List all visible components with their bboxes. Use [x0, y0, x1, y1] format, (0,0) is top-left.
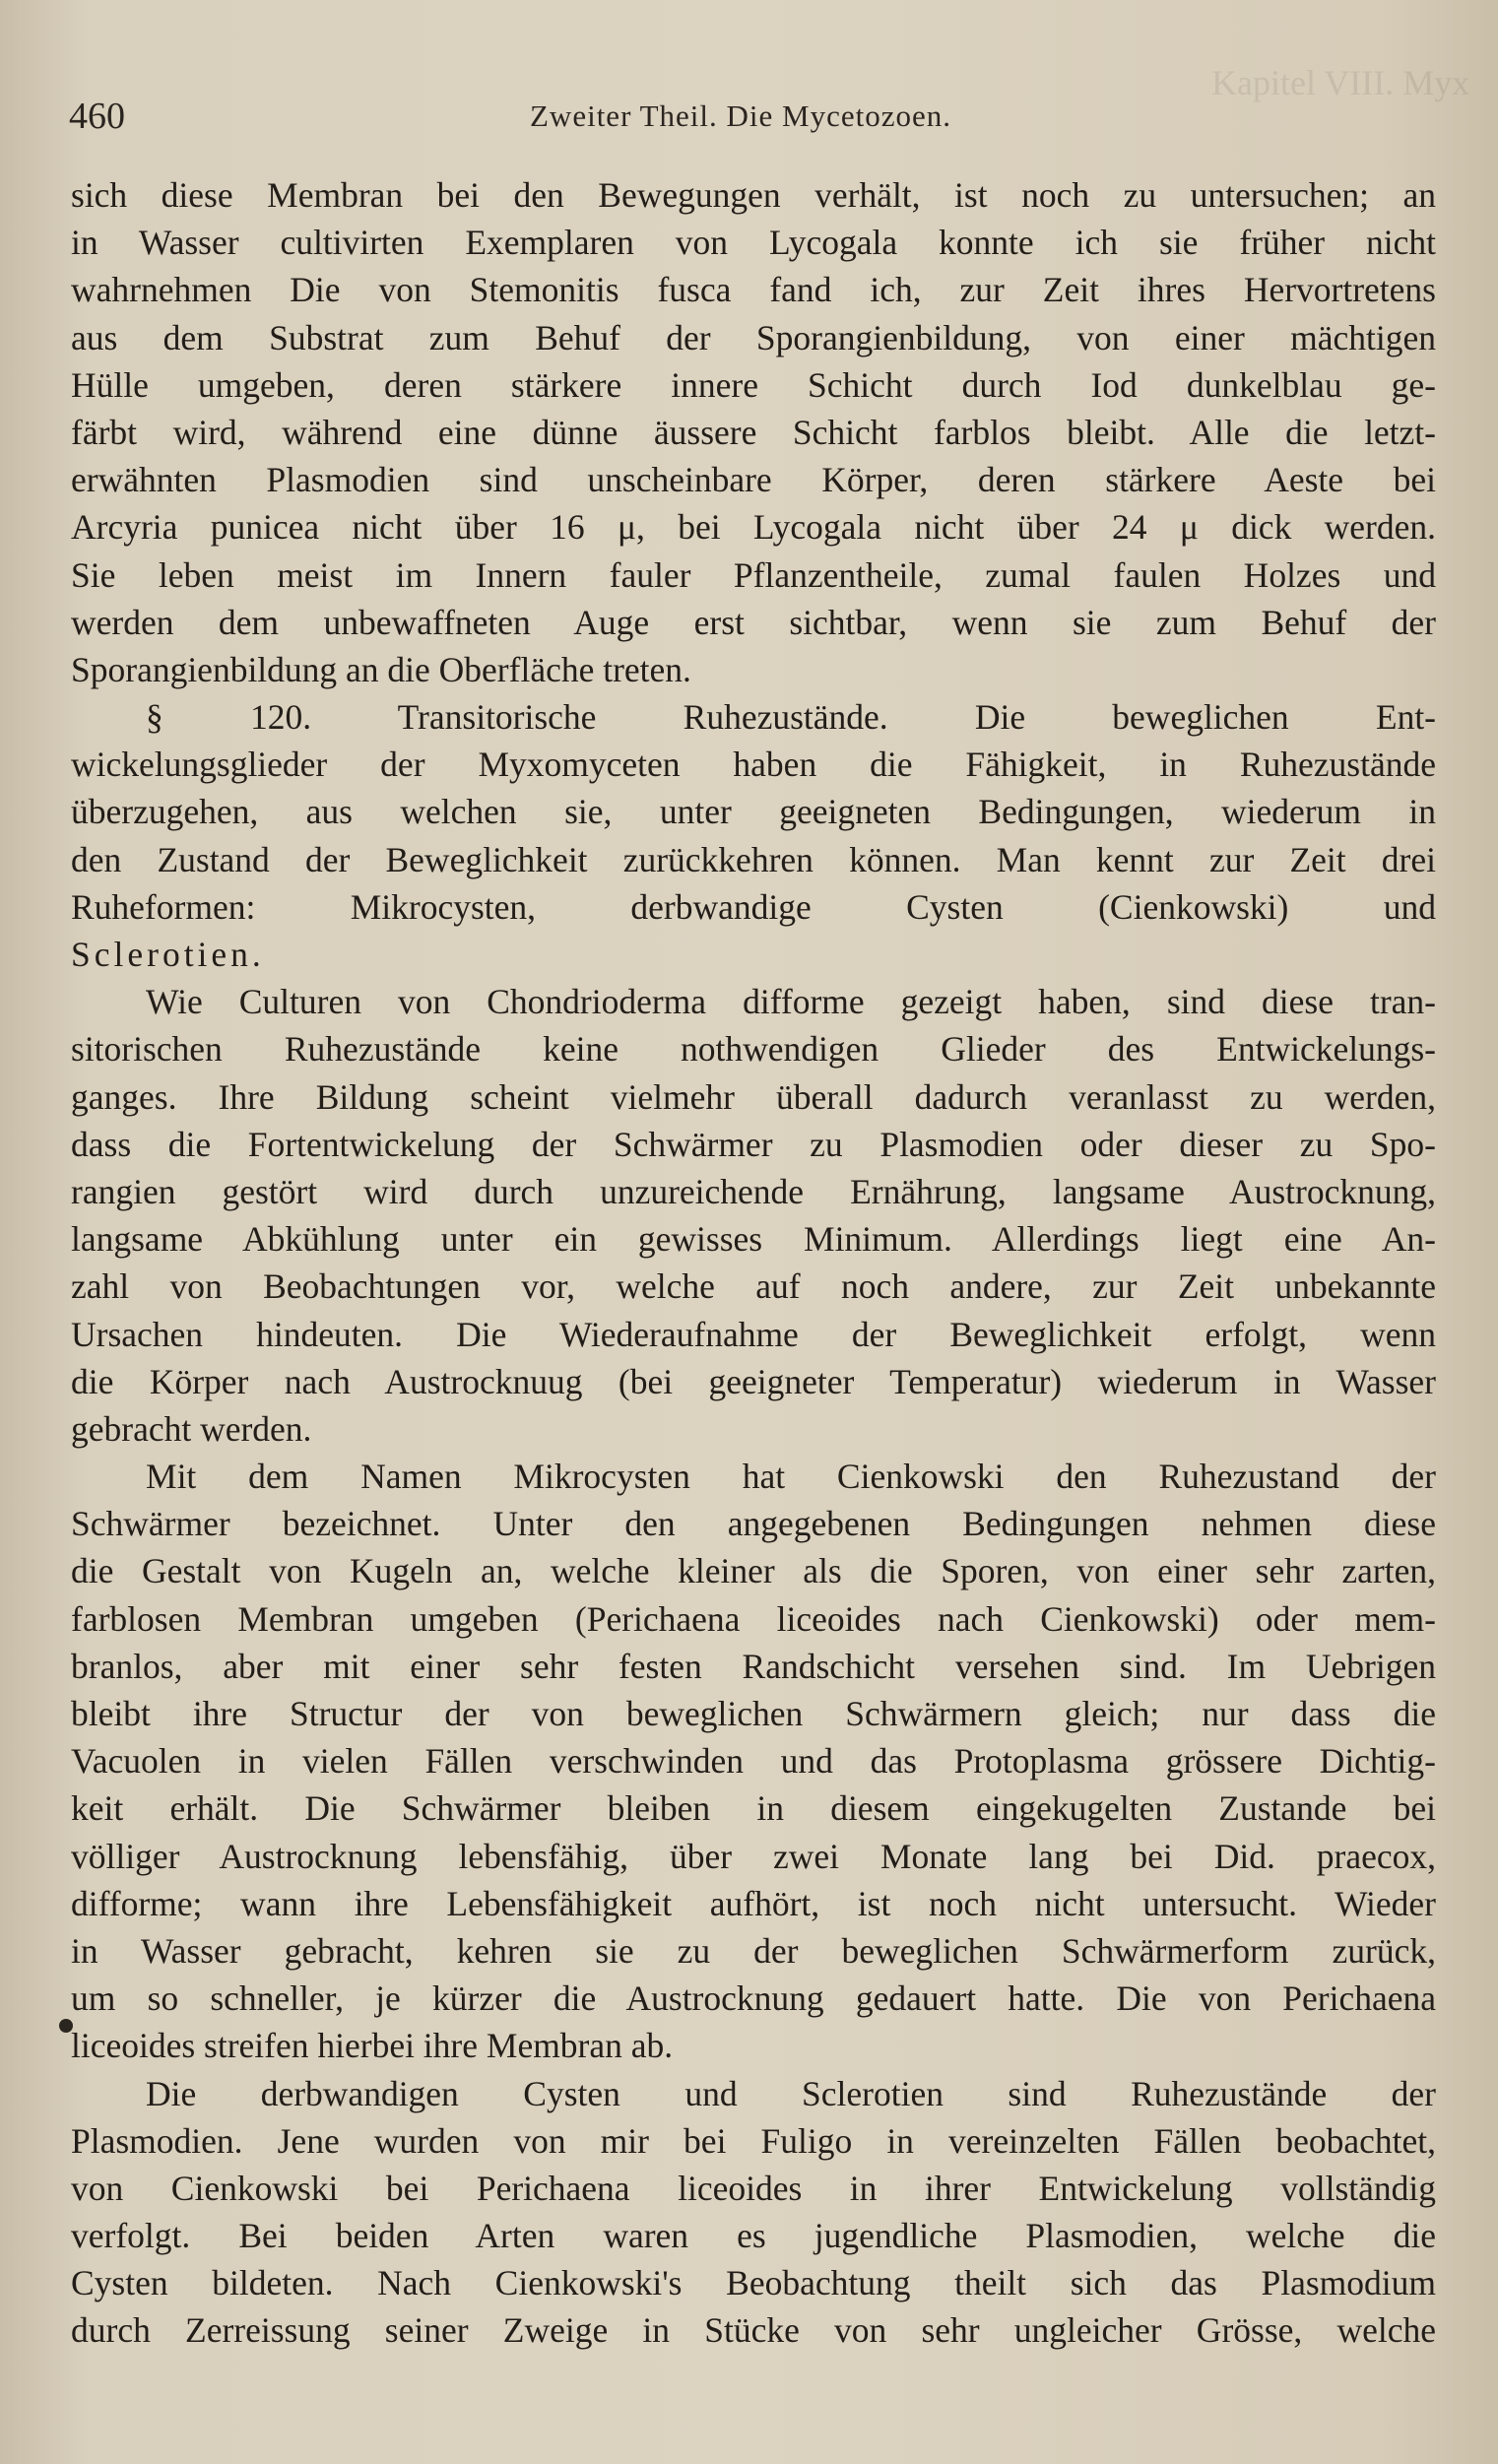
text-line: die Körper nach Austrocknuug (bei geeigneter Temperatur) wiederum in Wasser [71, 1361, 1436, 1401]
bleed-through-text: Kapitel VIII. Myx [1211, 63, 1470, 102]
text-line: um so schneller, je kürzer die Austrocknung gedauert hatte. Die von Perichaena [71, 1978, 1436, 2019]
text-line: Sie leben meist im Innern fauler Pflanzentheile, zumal faulen Holzes und [71, 554, 1436, 595]
text-line: keit erhält. Die Schwärmer bleiben in diesem eingekugelten Zustande bei [71, 1788, 1436, 1829]
text-line: in Wasser gebracht, kehren sie zu der beweglichen Schwärmerform zurück, [71, 1930, 1436, 1971]
text-line: verfolgt. Bei beiden Arten waren es jugendliche Plasmodien, welche die [71, 2216, 1436, 2256]
text-line: liceoides streifen hierbei ihre Membran ab. [71, 2026, 674, 2066]
text-line: Sclerotien. [71, 935, 265, 974]
text-line: Arcyria punicea nicht über 16 μ, bei Lycogala nicht über 24 μ dick werden. [71, 507, 1436, 548]
text-line: Schwärmer bezeichnet. Unter den angegebenen Bedingungen nehmen diese [71, 1504, 1436, 1544]
text-line: Ursachen hindeuten. Die Wiederaufnahme der Beweglichkeit erfolgt, wenn [71, 1314, 1436, 1354]
text-line: Ruheformen: Mikrocysten, derbwandige Cysten (Cienkowski) und [71, 886, 1436, 927]
paragraph-start-line: Mit dem Namen Mikrocysten hat Cienkowski den Ruhezustand der [146, 1457, 1436, 1497]
text-line: wickelungsglieder der Myxomyceten haben die Fähigkeit, in Ruhezustände [71, 745, 1436, 785]
text-line: rangien gestört wird durch unzureichende Ernährung, langsame Austrocknung, [71, 1171, 1436, 1211]
text-line: branlos, aber mit einer sehr festen Randschicht versehen sind. Im Uebrigen [71, 1646, 1436, 1686]
body-text [71, 171, 1436, 2355]
text-line: völliger Austrocknung lebensfähig, über zwei Monate lang bei Did. praecox, [71, 1836, 1436, 1876]
text-line: zahl von Beobachtungen vor, welche auf noch andere, zur Zeit unbekannte [71, 1266, 1436, 1307]
paragraph-start-line: Wie Culturen von Chondrioderma difforme gezeigt haben, sind diese tran- [146, 982, 1436, 1022]
page-header [69, 95, 1428, 144]
text-line: Plasmodien. Jene wurden von mir bei Fuligo in vereinzelten Fällen beobachtet, [71, 2120, 1436, 2161]
text-line: gebracht werden. [71, 1408, 312, 1449]
text-line: sich diese Membran bei den Bewegungen verhält, ist noch zu untersuchen; an [71, 175, 1436, 215]
text-line: die Gestalt von Kugeln an, welche kleiner als die Sporen, von einer sehr zarten, [71, 1551, 1436, 1591]
text-line: Hülle umgeben, deren stärkere innere Schicht durch Iod dunkelblau ge- [71, 364, 1436, 405]
text-line: dass die Fortentwickelung der Schwärmer zu Plasmodien oder dieser zu Spo- [71, 1124, 1436, 1164]
text-line: ganges. Ihre Bildung scheint vielmehr überall dadurch veranlasst zu werden, [71, 1076, 1436, 1117]
text-line: wahrnehmen Die von Stemonitis fusca fand ich, zur Zeit ihres Hervortretens [71, 270, 1436, 310]
text-line: aus dem Substrat zum Behuf der Sporangienbildung, von einer mächtigen [71, 317, 1436, 357]
text-line: in Wasser cultivirten Exemplaren von Lycogala konnte ich sie früher nicht [71, 223, 1436, 263]
text-line: Cysten bildeten. Nach Cienkowski's Beobachtung theilt sich das Plasmodium [71, 2263, 1436, 2303]
paragraph-start-line: Die derbwandigen Cysten und Sclerotien sind Ruhezustände der [146, 2073, 1436, 2113]
text-line: langsame Abkühlung unter ein gewisses Minimum. Allerdings liegt eine An- [71, 1219, 1436, 1260]
text-line: bleibt ihre Structur der von beweglichen Schwärmern gleich; nur dass die [71, 1694, 1436, 1733]
text-line: erwähnten Plasmodien sind unscheinbare Körper, deren stärkere Aeste bei [71, 460, 1436, 500]
text-line: färbt wird, während eine dünne äussere Schicht farblos bleibt. Alle die letzt- [71, 412, 1436, 452]
text-line: Sporangienbildung an die Oberfläche treten. [71, 649, 691, 689]
text-line: farblosen Membran umgeben (Perichaena liceoides nach Cienkowski) oder mem- [71, 1598, 1436, 1639]
text-line: Vacuolen in vielen Fällen verschwinden und das Protoplasma grössere Dichtig- [71, 1741, 1436, 1782]
text-line: durch Zerreissung seiner Zweige in Stücke von sehr ungleicher Grösse, welche [71, 2310, 1436, 2351]
text-line: von Cienkowski bei Perichaena liceoides in ihrer Entwickelung vollständig [71, 2168, 1436, 2208]
text-line: werden dem unbewaffneten Auge erst sichtbar, wenn sie zum Behuf der [71, 602, 1436, 642]
page-number: 460 [69, 96, 125, 137]
text-line: sitorischen Ruhezustände keine nothwendigen Glieder des Entwickelungs- [71, 1029, 1436, 1070]
running-title: Zweiter Theil. Die Mycetozoen. [530, 98, 951, 133]
text-line: überzugehen, aus welchen sie, unter geeigneten Bedingungen, wiederum in [71, 792, 1436, 832]
section-heading-line: § 120. Transitorische Ruhezustände. Die beweglichen Ent- [146, 697, 1436, 738]
ink-blot [59, 2019, 73, 2033]
text-line: den Zustand der Beweglichkeit zurückkehren können. Man kennt zur Zeit drei [71, 839, 1436, 879]
text-line: difforme; wann ihre Lebensfähigkeit aufhört, ist noch nicht untersucht. Wieder [71, 1883, 1436, 1923]
